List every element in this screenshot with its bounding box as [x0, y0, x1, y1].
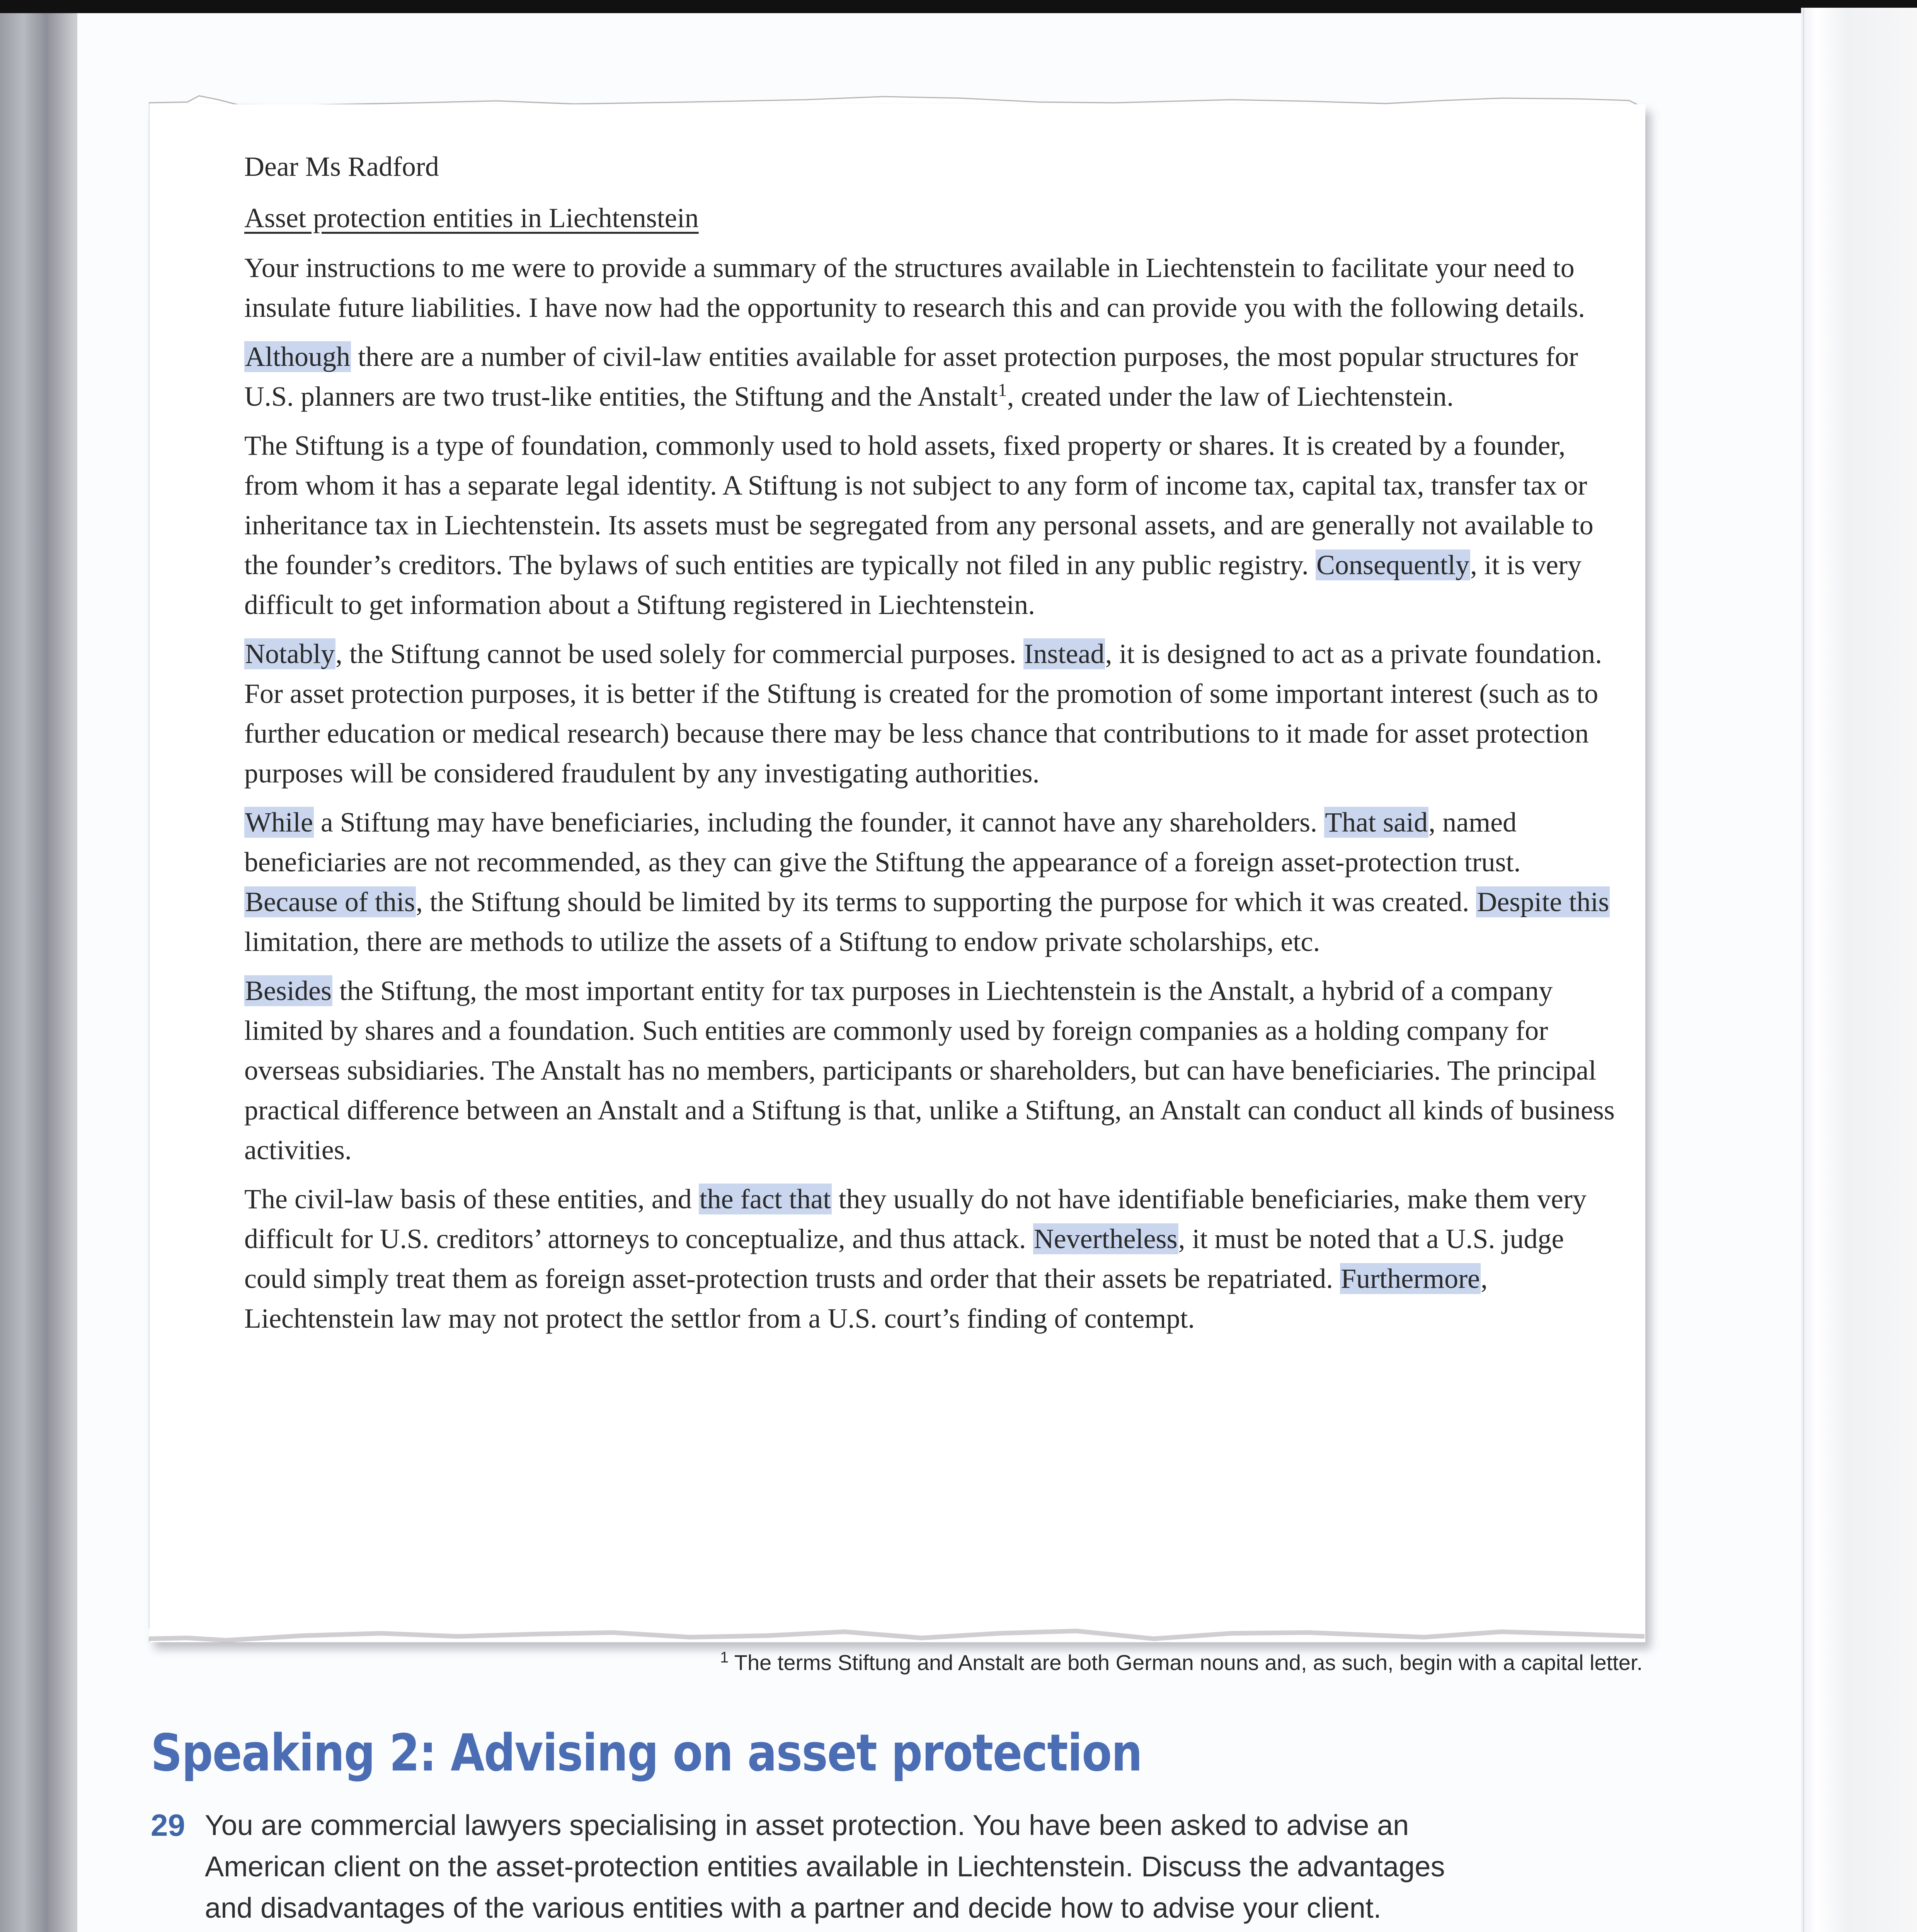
letter-text: , named beneficiaries are not recommended, as they can give the Stiftung the appearance of a foreign asset-protection trust.	[244, 807, 1521, 878]
task-number: 29	[151, 1808, 185, 1842]
task-29	[151, 1804, 1488, 1929]
letter-paragraph	[244, 426, 1620, 625]
letter-text: , created under the law of Liechtenstein.	[1007, 381, 1454, 412]
discourse-marker-highlight: That said	[1325, 807, 1428, 838]
letter-text: , the Stiftung cannot be used solely for commercial purposes.	[335, 638, 1023, 669]
letter-text: they usually do not have identifiable beneficiaries, make them very difficult for U.S. creditors’ attorneys to conceptualize, and thus attack.	[244, 1184, 1587, 1254]
page-edge-line	[1803, 8, 1804, 1932]
discourse-marker-highlight: Because of this	[245, 886, 415, 917]
letter-paragraph	[244, 971, 1620, 1170]
letter-document	[149, 104, 1645, 1642]
letter-subject: Asset protection entities in Liechtenstein	[244, 202, 699, 233]
discourse-marker-highlight: the fact that	[699, 1184, 831, 1214]
letter-paragraph	[244, 248, 1620, 328]
letter-salutation: Dear Ms Radford	[244, 151, 439, 182]
discourse-marker-highlight: Furthermore	[1341, 1263, 1480, 1294]
letter-paragraph	[244, 337, 1620, 417]
letter-text: the Stiftung, the most important entity for tax purposes in Liechtenstein is the Anstalt, a hybrid of a company limited by shares and a foundation. Such entities are commonly used by foreign companies as a holding company for overseas subsidiaries. The Anstalt has no members, participants or shareholders, but can have beneficiaries. The principal practical difference between an Anstalt and a Stiftung is that, unlike a Stiftung, an Anstalt can conduct all kinds of business activities.	[244, 975, 1615, 1165]
task-text: You are commercial lawyers specialising in asset protection. You have been asked to advise an American client on the asset-protection entities available in Liechtenstein. Discuss the advantages and disadvantages of the various entities with a partner and decide how to advise your client.	[205, 1809, 1445, 1924]
page-stack-edge	[1801, 8, 1917, 1932]
section-heading-speaking: Speaking 2: Advising on asset protection	[151, 1723, 1142, 1783]
footnote-text: The terms Stiftung and Anstalt are both German nouns and, as such, begin with a capital letter.	[729, 1650, 1643, 1675]
letter-text: , it must be noted that a U.S. judge could simply treat them as foreign asset-protection trusts and order that their assets be repatriated.	[244, 1223, 1564, 1294]
letter-text: a Stiftung may have beneficiaries, including the founder, it cannot have any shareholders.	[313, 807, 1325, 838]
letter-paragraphs	[244, 248, 1620, 1338]
footnote	[529, 1650, 1643, 1675]
discourse-marker-highlight: Instead	[1024, 638, 1105, 669]
letter-text: , it is designed to act as a private foundation. For asset protection purposes, it is better if the Stiftung is created for the promotion of some important interest (such as to further education or medical research) because there may be less chance that contributions to it made for asset protection purposes will be considered fraudulent by any investigating authorities.	[244, 638, 1602, 789]
letter-paragraph	[244, 634, 1620, 793]
discourse-marker-highlight: Although	[245, 341, 351, 372]
letter-text: The civil-law basis of these entities, and	[244, 1184, 699, 1214]
footnote-marker: 1	[720, 1649, 729, 1666]
footnote-reference: 1	[998, 380, 1007, 400]
letter-text: , Liechtenstein law may not protect the settlor from a U.S. court’s finding of contempt.	[244, 1263, 1488, 1334]
letter-text: limitation, there are methods to utilize the assets of a Stiftung to endow private scholarships, etc.	[244, 926, 1320, 957]
discourse-marker-highlight: Nevertheless	[1033, 1223, 1178, 1254]
letter-text: there are a number of civil-law entities available for asset protection purposes, the most popular structures for U.S. planners are two trust-like entities, the Stiftung and the Anstalt	[244, 341, 1578, 412]
letter-text: , the Stiftung should be limited by its terms to supporting the purpose for which it was created.	[415, 886, 1476, 917]
discourse-marker-highlight: While	[245, 807, 313, 838]
letter-paragraph	[244, 803, 1620, 962]
scanner-top-edge	[0, 0, 1917, 13]
letter-text: , it is very difficult to get information about a Stiftung registered in Liechtenstein.	[244, 549, 1582, 620]
letter-paragraph	[244, 1179, 1620, 1338]
discourse-marker-highlight: Notably	[245, 638, 335, 669]
discourse-marker-highlight: Consequently	[1316, 549, 1469, 580]
discourse-marker-highlight: Besides	[245, 975, 332, 1006]
letter-text: The Stiftung is a type of foundation, commonly used to hold assets, fixed property or shares. It is created by a founder, from whom it has a separate legal identity. A Stiftung is not subject to any form of income tax, capital tax, transfer tax or inheritance tax in Liechtenstein. Its assets must be segregated from any personal assets, and are generally not available to the founder’s creditors. The bylaws of such entities are typically not filed in any public registry.	[244, 430, 1594, 580]
discourse-marker-highlight: Despite this	[1477, 886, 1609, 917]
letter-text: Your instructions to me were to provide a summary of the structures available in Liechtenstein to facilitate your need to insulate future liabilities. I have now had the opportunity to research this and can provide you with the following details.	[244, 252, 1585, 323]
letter-body	[244, 147, 1620, 1348]
